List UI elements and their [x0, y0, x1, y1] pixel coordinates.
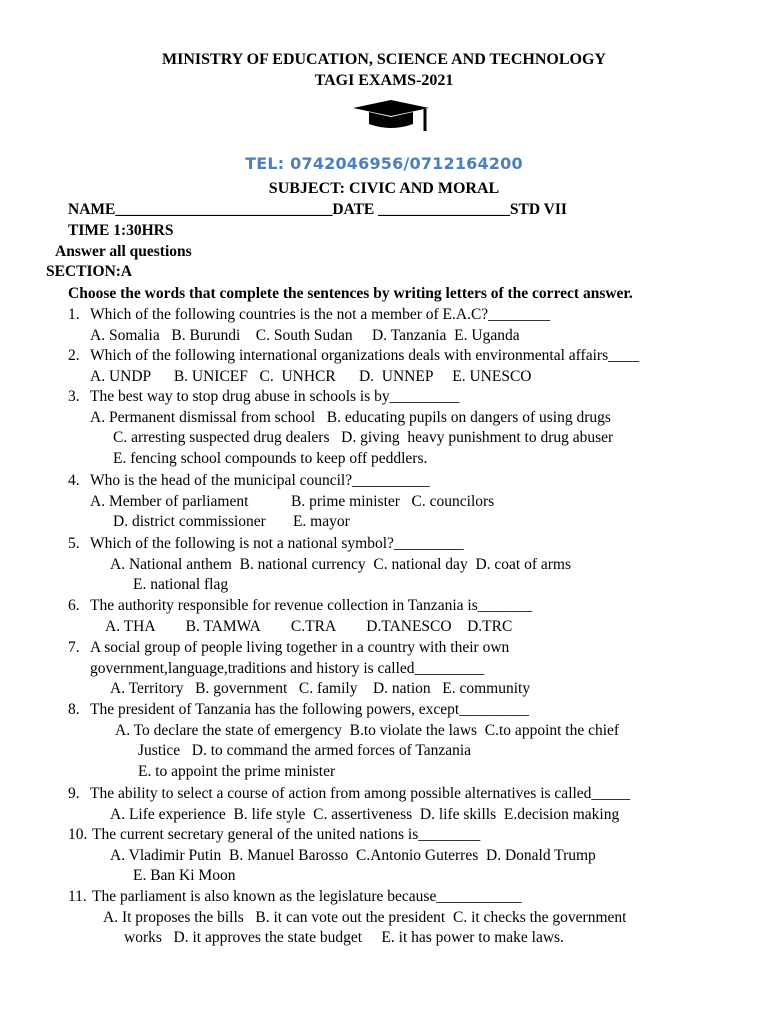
answer-options: A. Somalia B. Burundi C. South Sudan D. Tanzania E. Uganda: [90, 326, 520, 344]
answer-options: E. national flag: [133, 576, 229, 594]
answer-options: E. fencing school compounds to keep off peddlers.: [113, 450, 428, 468]
date-label: DATE: [332, 201, 375, 218]
ministry-title: MINISTRY OF EDUCATION, SCIENCE AND TECHNOLOGY: [162, 51, 606, 68]
answer-options: A. National anthem B. national currency C. national day D. coat of arms: [110, 555, 571, 573]
graduation-cap-icon: [349, 97, 433, 137]
question-number: 10.: [68, 826, 88, 843]
answer-options: A. Member of parliament B. prime minister C. councilors: [90, 492, 495, 510]
name-label: NAME: [68, 201, 116, 218]
answer-options: A. Vladimir Putin B. Manuel Barosso C.Antonio Guterres D. Donald Trump: [110, 846, 596, 864]
section-heading: SECTION:A: [46, 263, 133, 280]
question-text: Which of the following is not a national symbol?_________: [90, 535, 464, 552]
question-number: 5.: [68, 535, 80, 552]
question-number: 3.: [68, 388, 80, 405]
name-date-line: [68, 200, 567, 220]
question-text: The best way to stop drug abuse in schools is by_________: [90, 388, 460, 405]
date-blank: _________________: [378, 201, 510, 218]
name-blank: ____________________________: [115, 201, 333, 218]
subject-title: SUBJECT: CIVIC AND MORAL: [268, 180, 500, 197]
question-text: government,language,traditions and history is called_________: [90, 659, 485, 677]
answer-options: Justice D. to command the armed forces of Tanzania: [138, 742, 472, 760]
question-text: Which of the following countries is the not a member of E.A.C?________: [90, 306, 551, 323]
question-text: The authority responsible for revenue collection in Tanzania is_______: [90, 597, 532, 614]
question-number: 4.: [68, 472, 80, 489]
answer-options: works D. it approves the state budget E. it has power to make laws.: [124, 929, 564, 947]
answer-options: A. It proposes the bills B. it can vote out the president C. it checks the government: [103, 908, 627, 926]
question-text: The current secretary general of the united nations is________: [92, 826, 481, 843]
exam-title: TAGI EXAMS-2021: [314, 72, 454, 89]
answer-options: E. to appoint the prime minister: [138, 763, 336, 781]
directions-text: Choose the words that complete the sentences by writing letters of the correct answer.: [68, 285, 633, 302]
std-label: STD VII: [509, 201, 567, 218]
question-number: 2.: [68, 347, 80, 364]
question-number: 11.: [68, 888, 87, 905]
answer-options: A. Permanent dismissal from school B. educating pupils on dangers of using drugs: [90, 408, 611, 426]
question-number: 6.: [68, 597, 80, 614]
question-number: 8.: [68, 701, 80, 718]
question-text: The ability to select a course of action from among possible alternatives is called_____: [90, 785, 631, 802]
question-number: 7.: [68, 639, 80, 656]
question-number: 9.: [68, 785, 80, 802]
time-label: TIME 1:30HRS: [68, 222, 174, 239]
question-number: 1.: [68, 306, 80, 323]
answer-options: A. Life experience B. life style C. assertiveness D. life skills E.decision making: [110, 805, 620, 823]
answer-options: A. THA B. TAMWA C.TRA D.TANESCO D.TRC: [105, 617, 513, 635]
instruction-text: Answer all questions: [55, 243, 192, 260]
question-text: Who is the head of the municipal council?__________: [90, 472, 430, 489]
answer-options: D. district commissioner E. mayor: [113, 513, 350, 531]
answer-options: E. Ban Ki Moon: [133, 867, 236, 885]
answer-options: A. UNDP B. UNICEF C. UNHCR D. UNNEP E. UNESCO: [90, 367, 532, 385]
telephone-number: TEL: 0742046956/0712164200: [245, 154, 523, 173]
question-text: The parliament is also known as the legislature because___________: [92, 888, 522, 905]
question-text: Which of the following international organizations deals with environmental affairs____: [90, 347, 640, 364]
question-text: The president of Tanzania has the following powers, except_________: [90, 701, 529, 718]
answer-options: A. To declare the state of emergency B.to violate the laws C.to appoint the chief: [115, 721, 620, 739]
question-text: A social group of people living together in a country with their own: [90, 639, 510, 656]
answer-options: C. arresting suspected drug dealers D. giving heavy punishment to drug abuser: [113, 429, 614, 447]
answer-options: A. Territory B. government C. family D. nation E. community: [110, 680, 531, 698]
